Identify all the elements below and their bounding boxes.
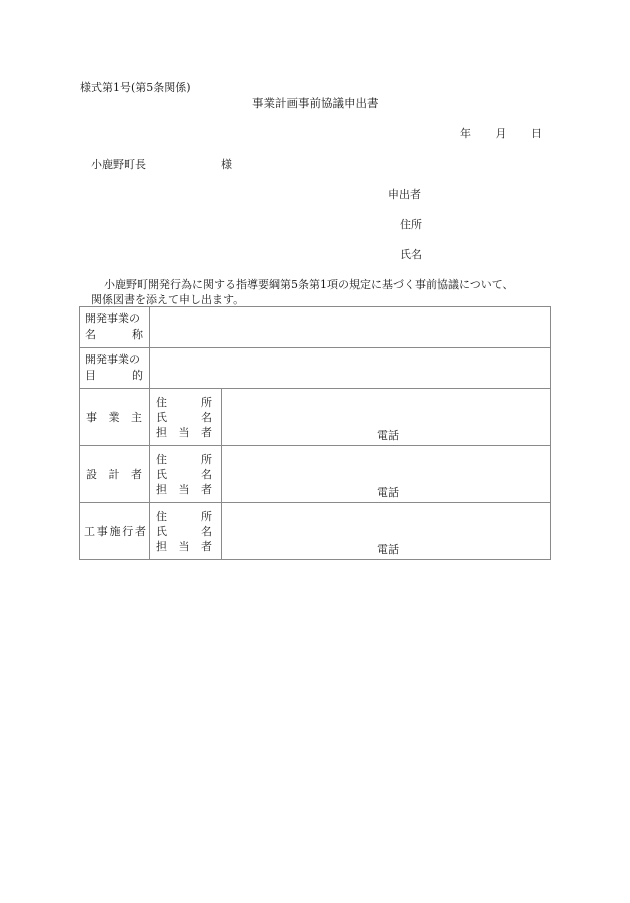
char: 担 <box>156 482 167 496</box>
contact-sub-label <box>156 482 212 497</box>
address-sub-label <box>156 509 212 524</box>
application-table <box>79 306 551 560</box>
party-label <box>80 466 149 482</box>
project-name-row <box>80 307 551 348</box>
statement-line-1: 小鹿野町開発行為に関する指導要綱第5条第1項の規定に基づく事前協議について、 <box>104 278 514 291</box>
date-year: 年 <box>460 127 471 140</box>
phone-label: 電話 <box>377 429 399 442</box>
phone-label: 電話 <box>377 543 399 556</box>
contractor-sub-labels <box>150 503 222 560</box>
char: 的 <box>132 369 143 382</box>
char: 行 <box>122 525 134 538</box>
char: 業 <box>108 411 120 424</box>
char: 氏 <box>156 524 167 538</box>
char: 者 <box>131 468 142 481</box>
address-sub-label <box>156 452 212 467</box>
char: 主 <box>131 411 142 424</box>
char: 名 <box>85 328 96 341</box>
designer-sub-labels <box>150 446 222 503</box>
project-purpose-row <box>80 348 551 389</box>
project-name-field[interactable] <box>150 307 551 348</box>
developer-header <box>80 389 150 446</box>
project-purpose-field[interactable] <box>150 348 551 389</box>
designer-info-field[interactable] <box>222 446 551 503</box>
statement-line-2: 関係図書を添えて申し出ます。 <box>91 293 245 306</box>
char: 当 <box>178 425 190 439</box>
date-day: 日 <box>531 127 542 140</box>
project-name-header-line1: 開発事業の <box>85 312 140 325</box>
char: 者 <box>201 539 212 553</box>
char: 名 <box>201 524 212 538</box>
designer-header <box>80 446 150 503</box>
address-sub-label <box>156 395 212 410</box>
char: 名 <box>201 467 212 481</box>
char: 住 <box>156 452 167 466</box>
char: 当 <box>178 482 190 496</box>
contractor-header <box>80 503 150 560</box>
developer-row <box>80 389 551 446</box>
char: 住 <box>156 509 167 523</box>
project-name-header <box>80 307 150 348</box>
char: 住 <box>156 395 167 409</box>
name-sub-label <box>156 467 212 482</box>
char: 事 <box>96 525 108 538</box>
name-sub-label <box>156 410 212 425</box>
char: 所 <box>201 509 212 523</box>
char: 所 <box>201 395 212 409</box>
contact-sub-label <box>156 425 212 440</box>
project-purpose-header <box>80 348 150 389</box>
developer-sub-labels <box>150 389 222 446</box>
char: 計 <box>108 468 120 481</box>
form-number: 様式第1号(第5条関係) <box>80 81 191 94</box>
char: 設 <box>86 468 97 481</box>
char: 担 <box>156 539 167 553</box>
char: 施 <box>109 525 121 538</box>
name-sub-label <box>156 524 212 539</box>
char: 事 <box>86 411 97 424</box>
project-purpose-header-line2 <box>85 368 149 384</box>
applicant-name-label: 氏名 <box>400 248 422 261</box>
contact-sub-label <box>156 539 212 554</box>
addressee-name: 小鹿野町長 <box>91 158 146 171</box>
party-label <box>80 409 149 425</box>
applicant-address-label: 住所 <box>400 218 422 231</box>
date-month: 月 <box>495 127 507 140</box>
contractor-row <box>80 503 551 560</box>
party-label <box>80 523 149 539</box>
project-purpose-header-line1: 開発事業の <box>85 353 140 366</box>
char: 者 <box>201 482 212 496</box>
char: 当 <box>178 539 190 553</box>
char: 氏 <box>156 410 167 424</box>
char: 氏 <box>156 467 167 481</box>
designer-row <box>80 446 551 503</box>
contractor-info-field[interactable] <box>222 503 551 560</box>
char: 者 <box>135 525 146 538</box>
developer-info-field[interactable] <box>222 389 551 446</box>
char: 工 <box>84 525 95 538</box>
char: 担 <box>156 425 167 439</box>
char: 称 <box>132 328 143 341</box>
applicant-label: 申出者 <box>388 188 421 201</box>
char: 名 <box>201 410 212 424</box>
date-line <box>460 125 542 141</box>
document-title: 事業計画事前協議申出書 <box>252 96 379 110</box>
char: 所 <box>201 452 212 466</box>
project-name-header-line2 <box>85 327 149 343</box>
addressee-honorific: 様 <box>221 158 232 171</box>
char: 目 <box>85 369 96 382</box>
char: 者 <box>201 425 212 439</box>
phone-label: 電話 <box>377 486 399 499</box>
